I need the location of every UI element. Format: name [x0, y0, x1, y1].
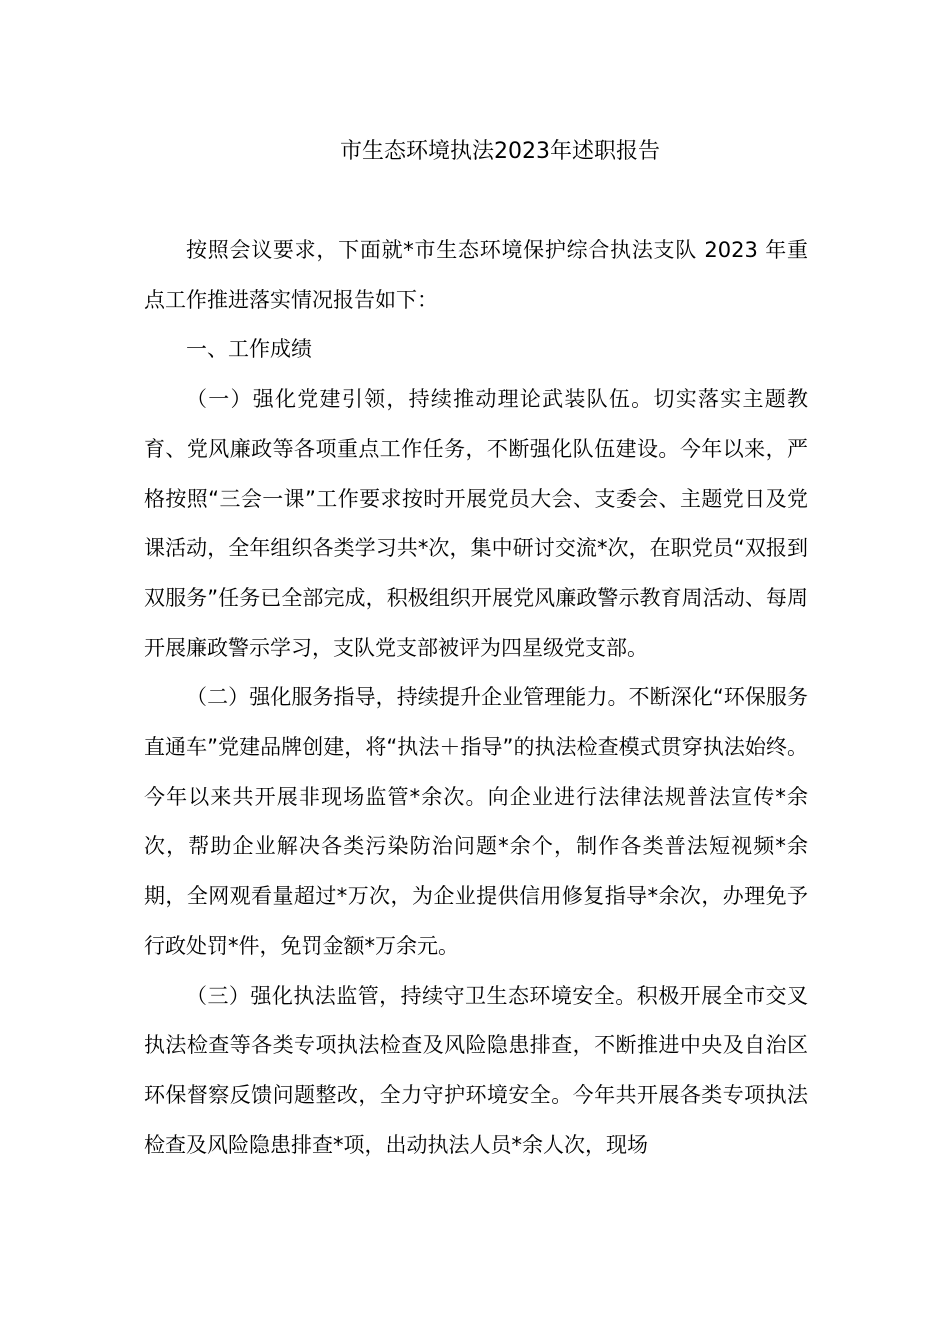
paragraph-enforcement: （三）强化执法监管，持续守卫生态环境安全。积极开展全市交叉执法检查等各类专项执法检查及风险隐患排查，不断推进中央及自治区环保督察反馈问题整改，全力守护环境安全。今年共开展各类专项执法检查及风险隐患排查*项，出动执法人员*余人次，现场: [144, 983, 808, 1157]
document-title: 市生态环境执法2023年述职报告: [340, 139, 660, 164]
paragraph-party-building: （一）强化党建引领，持续推动理论武装队伍。切实落实主题教育、党风廉政等各项重点工作任务，不断强化队伍建设。今年以来，严格按照“三会一课”工作要求按时开展党员大会、支委会、主题党日及党课活动，全年组织各类学习共*次，集中研讨交流*次，在职党员“双报到双服务”任务已全部完成，积极组织开展党风廉政警示教育周活动、每周开展廉政警示学习，支队党支部被评为四星级党支部。: [144, 387, 808, 660]
document-body: [144, 226, 808, 1170]
intro-paragraph: 按照会议要求，下面就*市生态环境保护综合执法支队 2023 年重点工作推进落实情况报告如下：: [144, 238, 808, 312]
paragraph-service-guidance: （二）强化服务指导，持续提升企业管理能力。不断深化“环保服务直通车”党建品牌创建，将“执法＋指导”的执法检查模式贯穿执法始终。今年以来共开展非现场监管*余次。向企业进行法律法规普法宣传*余次，帮助企业解决各类污染防治问题*余个，制作各类普法短视频*余期，全网观看量超过*万次，为企业提供信用修复指导*余次，办理免予行政处罚*件，免罚金额*万余元。: [144, 685, 808, 958]
section-heading: 一、工作成绩: [186, 337, 312, 362]
